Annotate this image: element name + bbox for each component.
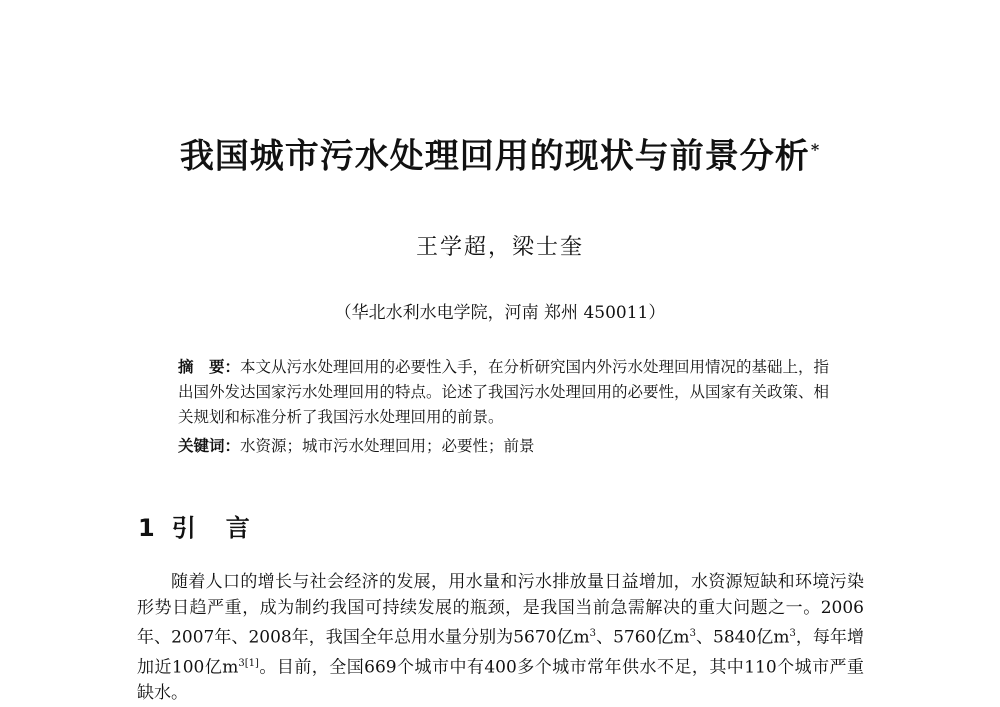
body-part-3: 、5840亿m — [695, 627, 790, 648]
title-footnote-mark: * — [810, 140, 821, 159]
affiliation: （华北水利水电学院，河南 郑州 450011） — [334, 303, 666, 323]
authors: 王学超，梁士奎 — [415, 235, 584, 260]
title-text: 我国城市污水处理回用的现状与前景分析 — [179, 136, 810, 177]
keywords — [178, 434, 838, 459]
body-part-5: 。目前，全国669个城市中有400多个城市常年供水不足，其中110个城市严重缺水。 — [137, 657, 864, 704]
section-number: 1 — [138, 514, 158, 542]
superscript-1: 3 — [589, 628, 597, 639]
citation-superscript: 3[1] — [238, 658, 259, 670]
superscript-2: 3 — [689, 628, 696, 639]
body-part-4: ，每年增加近100亿m — [137, 627, 864, 678]
section-title: 引 言 — [171, 514, 253, 542]
paper-title — [0, 128, 1000, 178]
abstract — [178, 355, 838, 430]
superscript-3: 3 — [789, 628, 796, 639]
body-part-2: 、5760亿m — [596, 627, 690, 648]
body-part-1: 随着人口的增长与社会经济的发展，用水量和污水排放量日益增加，水资源短缺和环境污染形势日趋严重，成为制约我国可持续发展的瓶颈，是我国当前急需解决的重大问题之一。2006年、2007年、2008年，我国全年总用水量分别为5670亿m — [137, 572, 864, 648]
abstract-text: 本文从污水处理回用的必要性入手，在分析研究国内外污水处理回用情况的基础上，指出国外发达国家污水处理回用的特点。论述了我国污水处理回用的必要性，从国家有关政策、相关规划和标准分析了我国污水处理回用的前景。 — [178, 358, 830, 426]
paragraph — [137, 570, 864, 707]
body-text — [137, 570, 864, 707]
section-heading — [138, 512, 253, 544]
keywords-label: 关键词： — [178, 437, 241, 455]
abstract-label: 摘 要： — [178, 358, 241, 376]
keywords-text: 水资源；城市污水处理回用；必要性；前景 — [240, 437, 535, 455]
